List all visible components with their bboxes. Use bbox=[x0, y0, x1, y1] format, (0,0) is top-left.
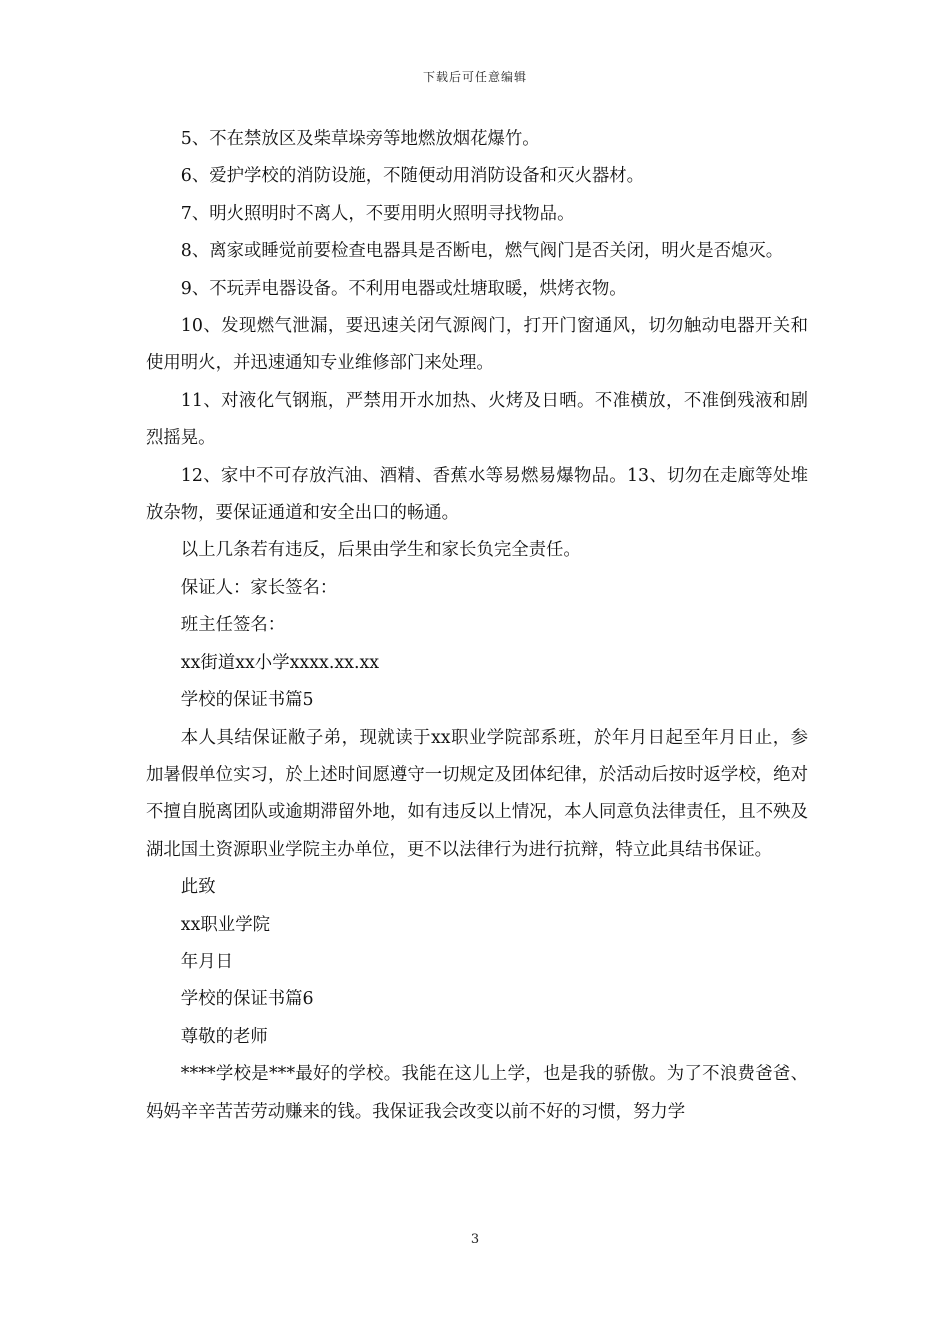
paragraph: 8、离家或睡觉前要检查电器具是否断电，燃气阀门是否关闭，明火是否熄灭。 bbox=[180, 241, 784, 262]
paragraph: 12、家中不可存放汽油、酒精、香蕉水等易燃易爆物品。13、切勿在走廊等处堆放杂物，要保证通道和安全出口的畅通。 bbox=[146, 465, 808, 524]
paragraph: 7、明火照明时不离人，不要用明火照明寻找物品。 bbox=[180, 203, 575, 224]
page-number: 3 bbox=[470, 1232, 480, 1247]
closing-salutation: 此致 bbox=[180, 877, 216, 898]
paragraph: ****学校是***最好的学校。我能在这儿上学，也是我的骄傲。为了不浪费爸爸、妈妈辛辛苦苦劳动赚来的钱。我保证我会改变以前不好的习惯，努力学 bbox=[146, 1064, 808, 1122]
greeting-line: 尊敬的老师 bbox=[180, 1026, 268, 1047]
section-heading: 学校的保证书篇5 bbox=[180, 690, 314, 711]
paragraph: 5、不在禁放区及柴草垛旁等地燃放烟花爆竹。 bbox=[180, 129, 540, 149]
date-line: 年月日 bbox=[180, 951, 233, 972]
paragraph: 以上几条若有违反，后果由学生和家长负完全责任。 bbox=[180, 540, 581, 561]
signature-line-teacher: 班主任签名： bbox=[180, 615, 286, 636]
section-heading: 学校的保证书篇6 bbox=[180, 989, 314, 1010]
paragraph: 10、发现燃气泄漏，要迅速关闭气源阀门，打开门窗通风，切勿触动电器开关和使用明火，并迅速通知专业维修部门来处理。 bbox=[146, 316, 808, 374]
paragraph: 6、爱护学校的消防设施，不随便动用消防设备和灭火器材。 bbox=[180, 166, 645, 187]
signature-line-guarantor: 保证人：家长签名： bbox=[180, 577, 338, 598]
paragraph: 11、对液化气钢瓶，严禁用开水加热、火烤及日晒。不准横放，不准倒残液和剧烈摇晃。 bbox=[146, 390, 808, 449]
school-date-line: xx街道xx小学xxxx.xx.xx bbox=[180, 652, 380, 673]
document-body bbox=[146, 121, 808, 1131]
recipient-line: xx职业学院 bbox=[180, 914, 270, 935]
paragraph: 9、不玩弄电器设备。不利用电器或灶塘取暖，烘烤衣物。 bbox=[180, 278, 627, 299]
paragraph: 本人具结保证敝子弟，现就读于xx职业学院部系班，於年月日起至年月日止，参加暑假单位实习，於上述时间愿遵守一切规定及团体纪律，於活动后按时返学校，绝对不擅自脱离团队或逾期滞留外地，如有违反以上情况，本人同意负法律责任，且不殃及湖北国土资源职业学院主办单位，更不以法律行为进行抗辩，特立此具结书保证。 bbox=[146, 727, 808, 860]
page-header-note: 下载后可任意编辑 bbox=[422, 70, 527, 84]
